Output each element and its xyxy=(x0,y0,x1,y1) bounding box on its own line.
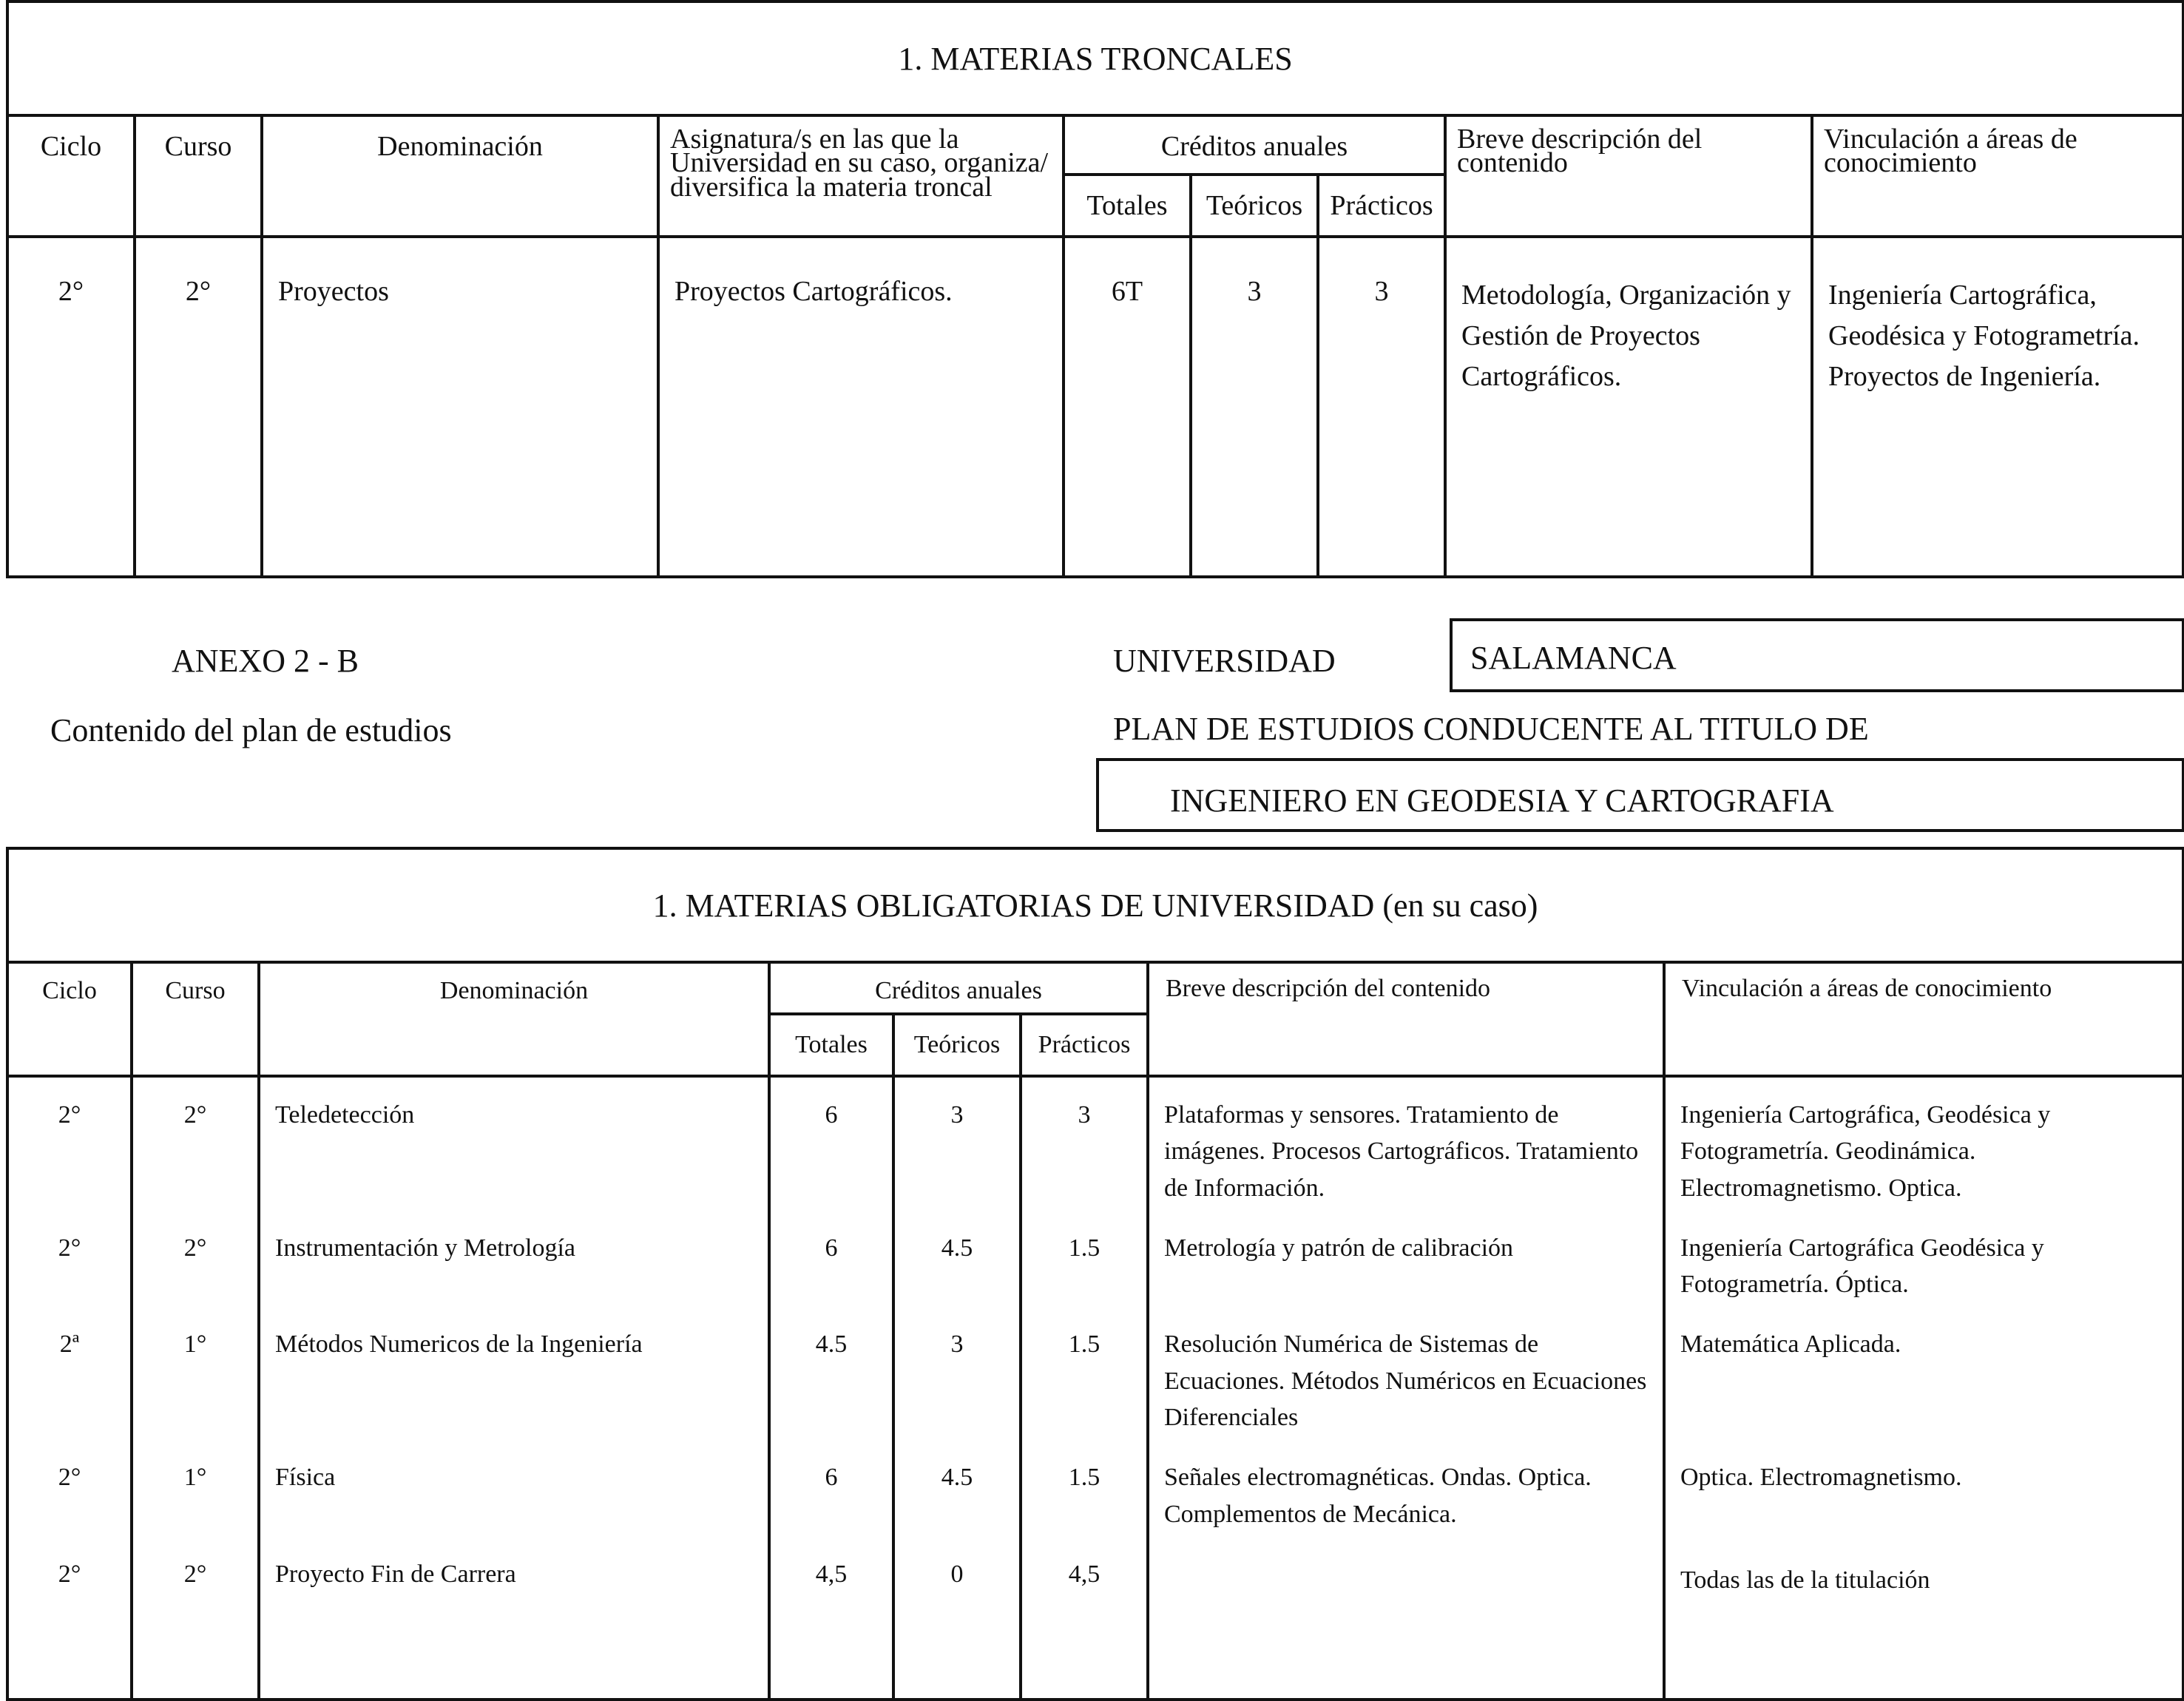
ob-header-teoricos: Teóricos xyxy=(893,1014,1021,1076)
row-curso: 2° xyxy=(132,1076,259,1217)
row-totales: 6 xyxy=(769,1076,893,1217)
row-totales: 4.5 xyxy=(769,1313,893,1446)
table-row xyxy=(7,1543,2183,1700)
row-teoricos: 4.5 xyxy=(893,1217,1021,1313)
header-curso: Curso xyxy=(135,115,262,237)
row-ciclo: 2° xyxy=(7,1446,132,1543)
cell-descripcion: Metodología, Organización y Gestión de Proyectos Cartográficos. xyxy=(1445,237,1812,577)
universidad-label: UNIVERSIDAD xyxy=(1113,643,1336,679)
row-vinculacion: Optica. Electromagnetismo. xyxy=(1664,1446,2183,1543)
cell-ciclo: 2° xyxy=(7,237,135,577)
row-teoricos: 3 xyxy=(893,1076,1021,1217)
header-teoricos: Teóricos xyxy=(1191,175,1318,237)
anexo-label: ANEXO 2 - B xyxy=(172,643,359,679)
row-practicos: 3 xyxy=(1021,1076,1148,1217)
row-curso: 2° xyxy=(132,1543,259,1700)
header-ciclo: Ciclo xyxy=(7,115,135,237)
row-ciclo: 2° xyxy=(7,1217,132,1313)
header-denominacion: Denominación xyxy=(262,115,658,237)
row-denominacion: Instrumentación y Metrología xyxy=(259,1217,769,1313)
row-curso: 1° xyxy=(132,1313,259,1446)
row-vinculacion: Todas las de la titulación xyxy=(1664,1543,2183,1700)
universidad-box xyxy=(1450,618,2184,692)
row-denominacion: Proyecto Fin de Carrera xyxy=(259,1543,769,1700)
troncales-title: 1. MATERIAS TRONCALES xyxy=(7,1,2183,115)
table-row xyxy=(7,1446,2183,1543)
row-descripcion: Metrología y patrón de calibración xyxy=(1148,1217,1664,1313)
row-vinculacion: Ingeniería Cartográfica, Geodésica y Fotogrametría. Geodinámica. Electromagnetismo. Optica. xyxy=(1664,1076,2183,1217)
row-vinculacion: Ingeniería Cartográfica Geodésica y Fotogrametría. Óptica. xyxy=(1664,1217,2183,1313)
row-totales: 4,5 xyxy=(769,1543,893,1700)
cell-vinculacion: Ingeniería Cartográfica, Geodésica y Fotogrametría. Proyectos de Ingeniería. xyxy=(1812,237,2183,577)
cell-practicos: 3 xyxy=(1318,237,1445,577)
row-descripcion: Señales electromagnéticas. Ondas. Optica. Complementos de Mecánica. xyxy=(1148,1446,1664,1543)
ob-header-practicos: Prácticos xyxy=(1021,1014,1148,1076)
cell-totales: 6T xyxy=(1064,237,1191,577)
obligatorias-table xyxy=(6,847,2184,1701)
header-totales: Totales xyxy=(1064,175,1191,237)
obligatorias-title: 1. MATERIAS OBLIGATORIAS DE UNIVERSIDAD (en su caso) xyxy=(7,848,2183,962)
ob-header-curso: Curso xyxy=(132,962,259,1076)
header-vinculacion: Vinculación a áreas de conocimiento xyxy=(1812,115,2183,237)
header-descripcion: Breve descripción del contenido xyxy=(1445,115,1812,237)
row-curso: 1° xyxy=(132,1446,259,1543)
cell-asignatura: Proyectos Cartográficos. xyxy=(658,237,1064,577)
troncales-table xyxy=(6,0,2184,578)
row-descripcion: Plataformas y sensores. Tratamiento de imágenes. Procesos Cartográficos. Tratamiento de Información. xyxy=(1148,1076,1664,1217)
table-row xyxy=(7,1076,2183,1217)
universidad-value: SALAMANCA xyxy=(1470,640,1677,676)
titulo-value: INGENIERO EN GEODESIA Y CARTOGRAFIA xyxy=(1170,782,1834,819)
ob-header-totales: Totales xyxy=(769,1014,893,1076)
row-teoricos: 4.5 xyxy=(893,1446,1021,1543)
cell-teoricos: 3 xyxy=(1191,237,1318,577)
row-ciclo: 2ª xyxy=(7,1313,132,1446)
row-totales: 6 xyxy=(769,1446,893,1543)
row-practicos: 1.5 xyxy=(1021,1313,1148,1446)
row-descripcion: Resolución Numérica de Sistemas de Ecuaciones. Métodos Numéricos en Ecuaciones Diferenciales xyxy=(1148,1313,1664,1446)
row-curso: 2° xyxy=(132,1217,259,1313)
table-row xyxy=(7,1313,2183,1446)
row-totales: 6 xyxy=(769,1217,893,1313)
header-creditos: Créditos anuales xyxy=(1064,115,1445,175)
ob-header-descripcion: Breve descripción del contenido xyxy=(1148,962,1664,1076)
row-denominacion: Métodos Numericos de la Ingeniería xyxy=(259,1313,769,1446)
plan-label: PLAN DE ESTUDIOS CONDUCENTE AL TITULO DE xyxy=(1113,711,1869,747)
row-practicos: 4,5 xyxy=(1021,1543,1148,1700)
cell-curso: 2° xyxy=(135,237,262,577)
row-ciclo: 2° xyxy=(7,1076,132,1217)
row-practicos: 1.5 xyxy=(1021,1217,1148,1313)
row-descripcion xyxy=(1148,1543,1664,1700)
ob-header-denominacion: Denominación xyxy=(259,962,769,1076)
contenido-label: Contenido del plan de estudios xyxy=(50,712,452,748)
ob-header-ciclo: Ciclo xyxy=(7,962,132,1076)
row-teoricos: 3 xyxy=(893,1313,1021,1446)
header-practicos: Prácticos xyxy=(1318,175,1445,237)
row-denominacion: Teledetección xyxy=(259,1076,769,1217)
ob-header-vinculacion: Vinculación a áreas de conocimiento xyxy=(1664,962,2183,1076)
row-ciclo: 2° xyxy=(7,1543,132,1700)
row-vinculacion: Matemática Aplicada. xyxy=(1664,1313,2183,1446)
row-teoricos: 0 xyxy=(893,1543,1021,1700)
row-practicos: 1.5 xyxy=(1021,1446,1148,1543)
ob-header-creditos: Créditos anuales xyxy=(769,962,1148,1014)
table-row xyxy=(7,1217,2183,1313)
header-asignatura: Asignatura/s en las que la Universidad en su caso, organiza/ diversifica la materia troncal xyxy=(658,115,1064,237)
troncales-row xyxy=(7,237,2183,577)
row-denominacion: Física xyxy=(259,1446,769,1543)
cell-denominacion: Proyectos xyxy=(262,237,658,577)
titulo-box xyxy=(1096,758,2184,832)
